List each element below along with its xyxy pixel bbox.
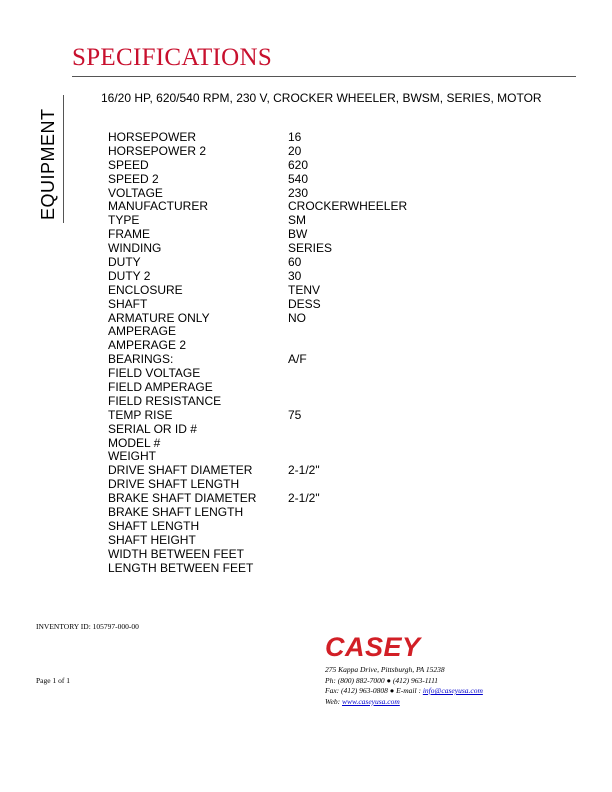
spec-row [108,187,407,201]
spec-row [108,450,407,464]
spec-row [108,242,407,256]
spec-label: FRAME [108,227,150,242]
spec-label: DUTY 2 [108,268,151,283]
spec-label: TEMP RISE [108,407,173,422]
spec-value: 230 [288,185,309,200]
spec-row [108,325,407,339]
inventory-id: INVENTORY ID: 105797-000-00 [36,622,139,631]
spec-value: NO [288,310,306,325]
spec-label: SHAFT [108,296,148,311]
spec-row [108,492,407,506]
spec-row [108,214,407,228]
company-web [325,697,483,708]
spec-value: BW [288,227,308,242]
spec-label: DRIVE SHAFT DIAMETER [108,463,253,478]
spec-row [108,145,407,159]
fax-email-label: Fax: (412) 963-0808 ● E-mail : [325,686,423,695]
spec-row [108,395,407,409]
spec-label: BRAKE SHAFT DIAMETER [108,491,257,506]
spec-label: TYPE [108,213,140,228]
spec-value: 20 [288,143,302,158]
spec-row [108,534,407,548]
spec-table [108,131,407,576]
spec-label: FIELD VOLTAGE [108,366,201,381]
spec-label: SHAFT HEIGHT [108,532,196,547]
spec-label: BRAKE SHAFT LENGTH [108,505,244,520]
spec-value: SERIES [288,241,333,256]
side-divider [63,95,64,223]
spec-row [108,200,407,214]
spec-row [108,284,407,298]
spec-row [108,312,407,326]
spec-value: A/F [288,352,307,367]
spec-value: 2-1/2" [288,491,320,506]
spec-value: 30 [288,268,302,283]
spec-value: 60 [288,255,302,270]
company-phone: Ph: (800) 882-7000 ● (412) 963-1111 [325,675,439,685]
spec-row [108,173,407,187]
spec-row [108,381,407,395]
spec-label: SPEED [108,157,149,172]
spec-label: AMPERAGE [108,324,177,339]
spec-value: CROCKERWHEELER [288,199,408,214]
spec-label: AMPERAGE 2 [108,338,187,353]
spec-value: TENV [288,282,321,297]
spec-label: VOLTAGE [108,185,163,200]
page-number: Page 1 of 1 [36,676,70,685]
spec-row [108,506,407,520]
spec-label: HORSEPOWER 2 [108,143,207,158]
spec-label: WEIGHT [108,449,156,464]
spec-label: ENCLOSURE [108,282,183,297]
spec-label: ARMATURE ONLY [108,310,210,325]
web-link[interactable]: www.caseyusa.com [342,696,400,706]
company-contact [325,665,483,707]
spec-row [108,339,407,353]
spec-row [108,367,407,381]
spec-row [108,228,407,242]
web-label: Web: [325,696,343,706]
spec-row [108,270,407,284]
equipment-side-label: EQUIPMENT [38,108,58,220]
company-address: 275 Kappa Drive, Pittsburgh, PA 15238 [325,665,445,674]
product-description: 16/20 HP, 620/540 RPM, 230 V, CROCKER WHEELER, BWSM, SERIES, MOTOR [101,91,542,105]
spec-value: 620 [288,157,309,172]
spec-row [108,159,407,173]
spec-label: SPEED 2 [108,171,159,186]
spec-label: WINDING [108,241,162,256]
spec-value: 540 [288,171,309,186]
spec-row [108,256,407,270]
spec-row [108,464,407,478]
page-title: SPECIFICATIONS [72,44,273,71]
spec-label: DRIVE SHAFT LENGTH [108,477,240,492]
spec-label: FIELD AMPERAGE [108,380,213,395]
spec-value: DESS [288,296,321,311]
email-link[interactable]: info@caseyusa.com [422,686,483,695]
spec-label: BEARINGS: [108,352,174,367]
spec-label: SHAFT LENGTH [108,518,200,533]
spec-label: HORSEPOWER [108,130,197,144]
spec-row [108,562,407,576]
spec-row [108,423,407,437]
spec-value: 75 [288,407,302,422]
spec-value: 2-1/2" [288,463,320,478]
spec-value: 16 [288,130,302,144]
spec-label: DUTY [108,255,141,270]
company-fax-email [325,686,483,697]
spec-row [108,298,407,312]
spec-row [108,437,407,451]
spec-label: WIDTH BETWEEN FEET [108,546,244,561]
spec-row [108,353,407,367]
spec-row [108,478,407,492]
spec-label: FIELD RESISTANCE [108,393,222,408]
spec-row [108,548,407,562]
spec-value: SM [288,213,306,228]
company-logo: CASEY [325,632,421,662]
spec-label: MODEL # [108,435,161,450]
spec-row [108,409,407,423]
spec-label: LENGTH BETWEEN FEET [108,560,254,575]
title-divider [72,76,576,77]
spec-label: SERIAL OR ID # [108,421,197,436]
spec-label: MANUFACTURER [108,199,209,214]
spec-row [108,520,407,534]
spec-row [108,131,407,145]
